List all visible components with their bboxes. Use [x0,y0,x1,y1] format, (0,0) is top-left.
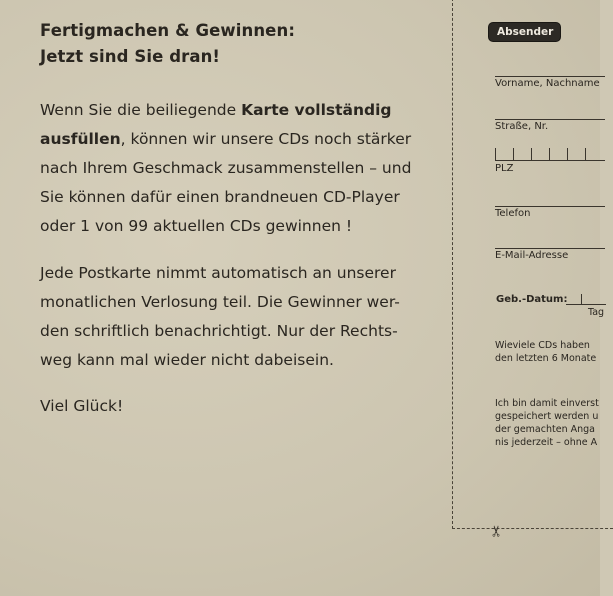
email-field-line [495,248,605,249]
intro-line-4: Sie können dafür einen brandneuen CD-Player [40,188,400,206]
email-field[interactable] [495,248,605,262]
consent-line-1: Ich bin damit einverst [495,398,599,409]
closing-text: Viel Glück! [40,397,124,415]
birthdate-label: Geb.-Datum: [496,294,568,305]
phone-field-label: Telefon [495,208,531,219]
question-line-2: den letzten 6 Monate [495,353,597,364]
name-field[interactable] [495,76,605,90]
intro-line-1: Wenn Sie die beiliegende Karte vollständig [40,101,392,119]
consent-line-4: nis jederzeit – ohne A [495,437,598,448]
plz-tick [585,148,586,160]
intro-line-3: nach Ihrem Geschmack zusammenstellen – und [40,159,412,177]
plz-tick [567,148,568,160]
raffle-line-3: den schriftlich benachrichtigt. Nur der Rechts- [40,322,398,340]
plz-label-wrap [495,162,605,175]
birthdate-day-label: Tag [588,307,605,318]
plz-tick [549,148,550,160]
plz-label: PLZ [495,163,514,174]
street-field-line [495,119,605,120]
phone-field[interactable] [495,206,605,220]
question-line-1: Wieviele CDs haben [495,340,590,351]
raffle-line-4: weg kann mal wieder nicht dabeisein. [40,351,334,369]
headline [40,18,440,70]
intro-line-5: oder 1 von 99 aktuellen CDs gewinnen ! [40,217,353,235]
name-field-label: Vorname, Nachname [495,78,600,89]
consent-line-2: gespeichert werden u [495,411,599,422]
plz-tick [513,148,514,160]
intro-paragraph [40,96,440,241]
phone-field-line [495,206,605,207]
info-text-column [40,18,440,415]
plz-tick [495,148,496,160]
scissors-icon: ✂ [487,524,506,538]
consent-line-3: der gemachten Anga [495,424,595,435]
name-field-line [495,76,605,77]
headline-line-1: Fertigmachen & Gewinnen: [40,21,296,40]
birthdate-field-line[interactable] [566,304,606,305]
street-field-label: Straße, Nr. [495,121,549,132]
raffle-line-1: Jede Postkarte nimmt automatisch an unserer [40,264,396,282]
street-field[interactable] [495,119,605,133]
intro-line-2: ausfüllen, können wir unsere CDs noch stärker [40,130,412,148]
birthdate-divider [581,294,582,304]
sender-badge: Absender [488,22,561,42]
plz-tick [531,148,532,160]
email-field-label: E-Mail-Adresse [495,250,569,261]
raffle-line-2: monatlichen Verlosung teil. Die Gewinner wer- [40,293,400,311]
raffle-paragraph [40,259,440,375]
headline-line-2: Jetzt sind Sie dran! [40,47,221,66]
plz-boxes[interactable] [495,146,605,161]
